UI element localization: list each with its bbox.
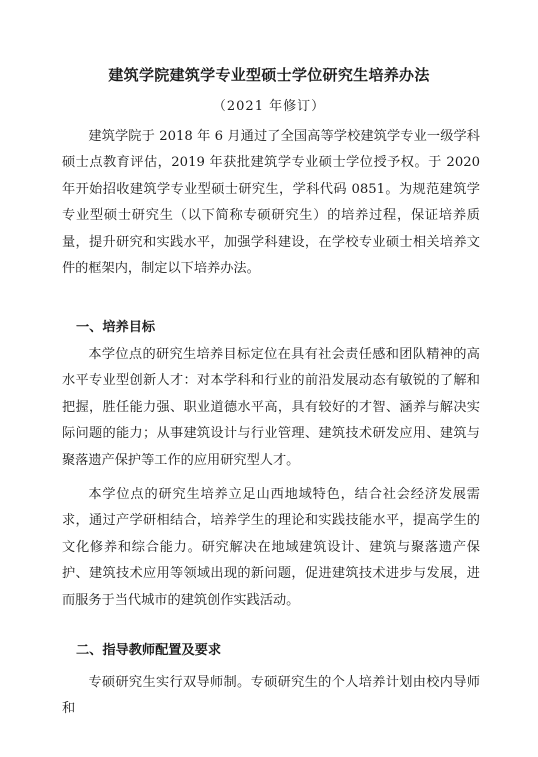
goals-paragraph-2: 本学位点的研究生培养立足山西地域特色，结合社会经济发展需求，通过产学研相结合，培养学生的理论和实践技能水平，提高学生的文化修养和综合能力。研究解决在地域建筑设计、建筑与聚落遗产保护、建筑技术应用等领域出现的新问题，促进建筑技术进步与发展，进而服务于当代城市的建筑创作实践活动。 xyxy=(62,487,480,608)
section-heading-goals: 一、培养目标 xyxy=(76,320,156,335)
document-title: 建筑学院建筑学专业型硕士学位研究生培养办法 xyxy=(108,66,430,84)
intro-paragraph: 建筑学院于 2018 年 6 月通过了全国高等学校建筑学专业一级学科硕士点教育评估，2019 年获批建筑学专业硕士学位授予权。于 2020 年开始招收建筑学专业型硕士研究生，学科代码 0851。为规范建筑学专业型硕士研究生（以下简称专硕研究生）的培养过程，保证培养质量，提升研究和实践水平，加强学科建设，在学校专业硕士相关培养文件的框架内，制定以下培养办法。 xyxy=(62,129,480,277)
section-heading-advisors: 二、指导教师配置及要求 xyxy=(76,643,222,658)
document-subtitle: （2021 年修订） xyxy=(212,99,326,114)
advisors-paragraph-1: 专硕研究生实行双导师制。专硕研究生的个人培养计划由校内导师和 xyxy=(62,675,480,717)
goals-paragraph-1: 本学位点的研究生培养目标定位在具有社会责任感和团队精神的高水平专业型创新人才：对本学科和行业的前沿发展动态有敏锐的了解和把握，胜任能力强、职业道德水平高，具有较好的才智、涵养与解决实际问题的能力；从事建筑设计与行业管理、建筑技术研发应用、建筑与聚落遗产保护等工作的应用研究型人才。 xyxy=(62,347,480,468)
